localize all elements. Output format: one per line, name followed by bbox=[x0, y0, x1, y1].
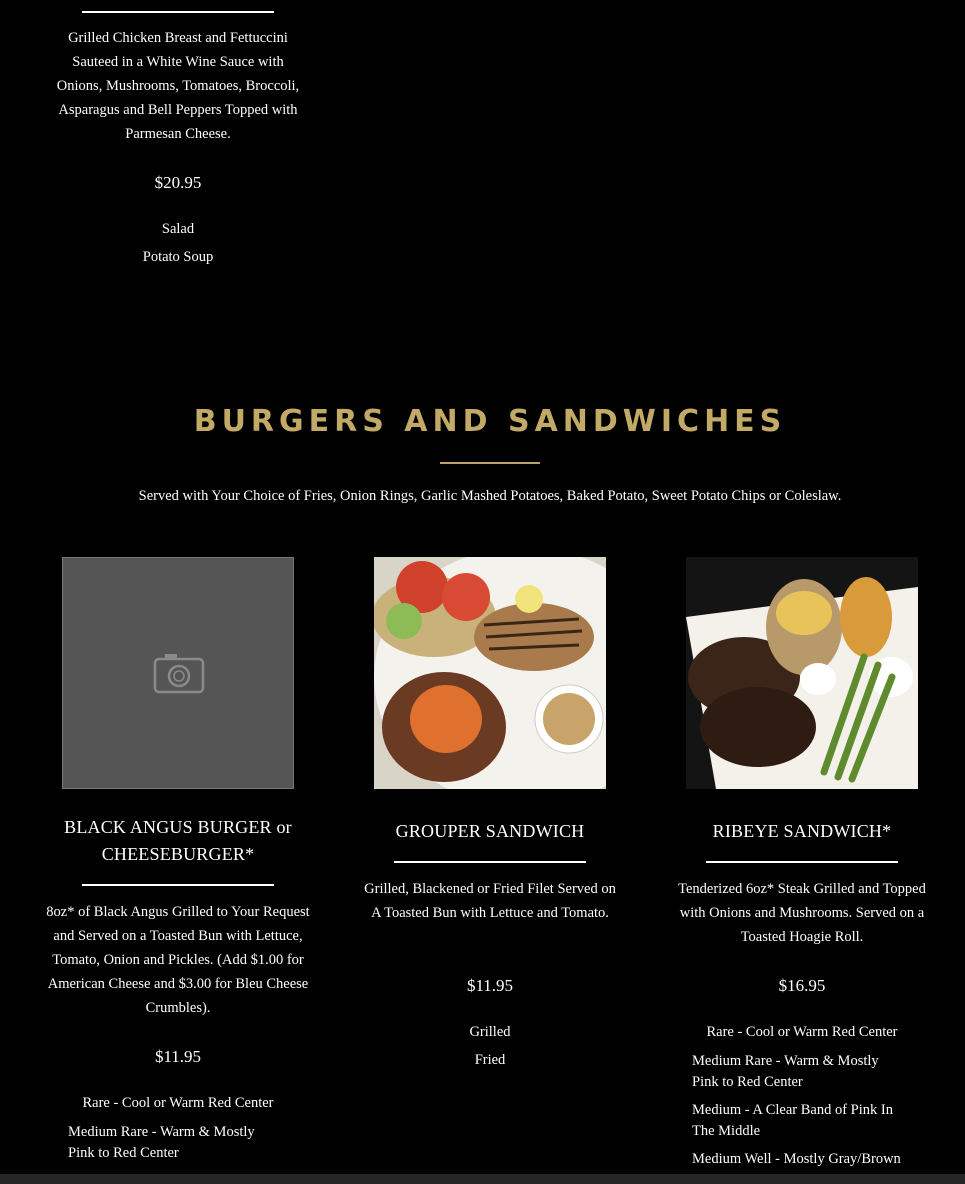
section-title-underline bbox=[440, 462, 540, 464]
ribeye-divider bbox=[706, 861, 898, 863]
top-item-option-potato-soup[interactable]: Potato Soup bbox=[142, 249, 214, 265]
burger-divider bbox=[82, 884, 274, 886]
ribeye-option-medium-rare[interactable]: Medium Rare - Warm & Mostly Pink to Red Center bbox=[692, 1053, 879, 1090]
top-item-divider bbox=[82, 11, 274, 13]
camera-placeholder-icon bbox=[63, 558, 294, 789]
ribeye-option-rare[interactable]: Rare - Cool or Warm Red Center bbox=[706, 1024, 898, 1040]
grouper-price: $11.95 bbox=[466, 976, 514, 995]
ribeye-title: RIBEYE SANDWICH* bbox=[712, 821, 892, 841]
burger-price: $11.95 bbox=[154, 1047, 202, 1066]
ribeye-option-medium-well[interactable]: Medium Well - Mostly Gray/Brown bbox=[692, 1151, 901, 1167]
grouper-title: GROUPER SANDWICH bbox=[395, 821, 585, 841]
ribeye-description: Tenderized 6oz* Steak Grilled and Topped with Onions and Mushrooms. Served on a Toasted Hoagie Roll. bbox=[678, 881, 926, 945]
section-title: BURGERS AND SANDWICHES bbox=[193, 404, 787, 439]
burger-option-rare[interactable]: Rare - Cool or Warm Red Center bbox=[82, 1095, 274, 1111]
ribeye-option-medium[interactable]: Medium - A Clear Band of Pink In The Middle bbox=[692, 1102, 893, 1139]
top-item-option-salad[interactable]: Salad bbox=[161, 221, 195, 237]
top-item-price: $20.95 bbox=[154, 173, 202, 192]
grouper-plate-illustration bbox=[374, 557, 606, 789]
burger-description: 8oz* of Black Angus Grilled to Your Request and Served on a Toasted Bun with Lettuce, Tomato, Onion and Pickles. (Add $1.00 for American Cheese and $3.00 for Bleu Cheese Crumbles). bbox=[46, 904, 310, 1016]
top-item-description: Grilled Chicken Breast and Fettuccini Sauteed in a White Wine Sauce with Onions, Mushrooms, Tomatoes, Broccoli, Asparagus and Bell Peppers Topped with Parmesan Cheese. bbox=[56, 30, 300, 142]
grouper-sandwich-photo[interactable] bbox=[374, 557, 606, 789]
burger-title: BLACK ANGUS BURGER or CHEESEBURGER* bbox=[64, 817, 292, 864]
ribeye-steak-photo[interactable] bbox=[686, 557, 918, 789]
ribeye-price: $16.95 bbox=[778, 976, 826, 995]
burger-option-medium-rare[interactable]: Medium Rare - Warm & Mostly Pink to Red Center bbox=[68, 1124, 255, 1161]
section-subtitle: Served with Your Choice of Fries, Onion Rings, Garlic Mashed Potatoes, Baked Potato, Sweet Potato Chips or Coleslaw. bbox=[138, 488, 842, 504]
burger-image-placeholder[interactable] bbox=[62, 557, 294, 789]
bottom-bar bbox=[0, 1174, 965, 1184]
grouper-divider bbox=[394, 861, 586, 863]
grouper-option-fried[interactable]: Fried bbox=[474, 1052, 506, 1068]
ribeye-plate-illustration bbox=[686, 557, 918, 789]
grouper-option-grilled[interactable]: Grilled bbox=[469, 1024, 511, 1040]
grouper-description: Grilled, Blackened or Fried Filet Served on A Toasted Bun with Lettuce and Tomato. bbox=[364, 881, 616, 921]
